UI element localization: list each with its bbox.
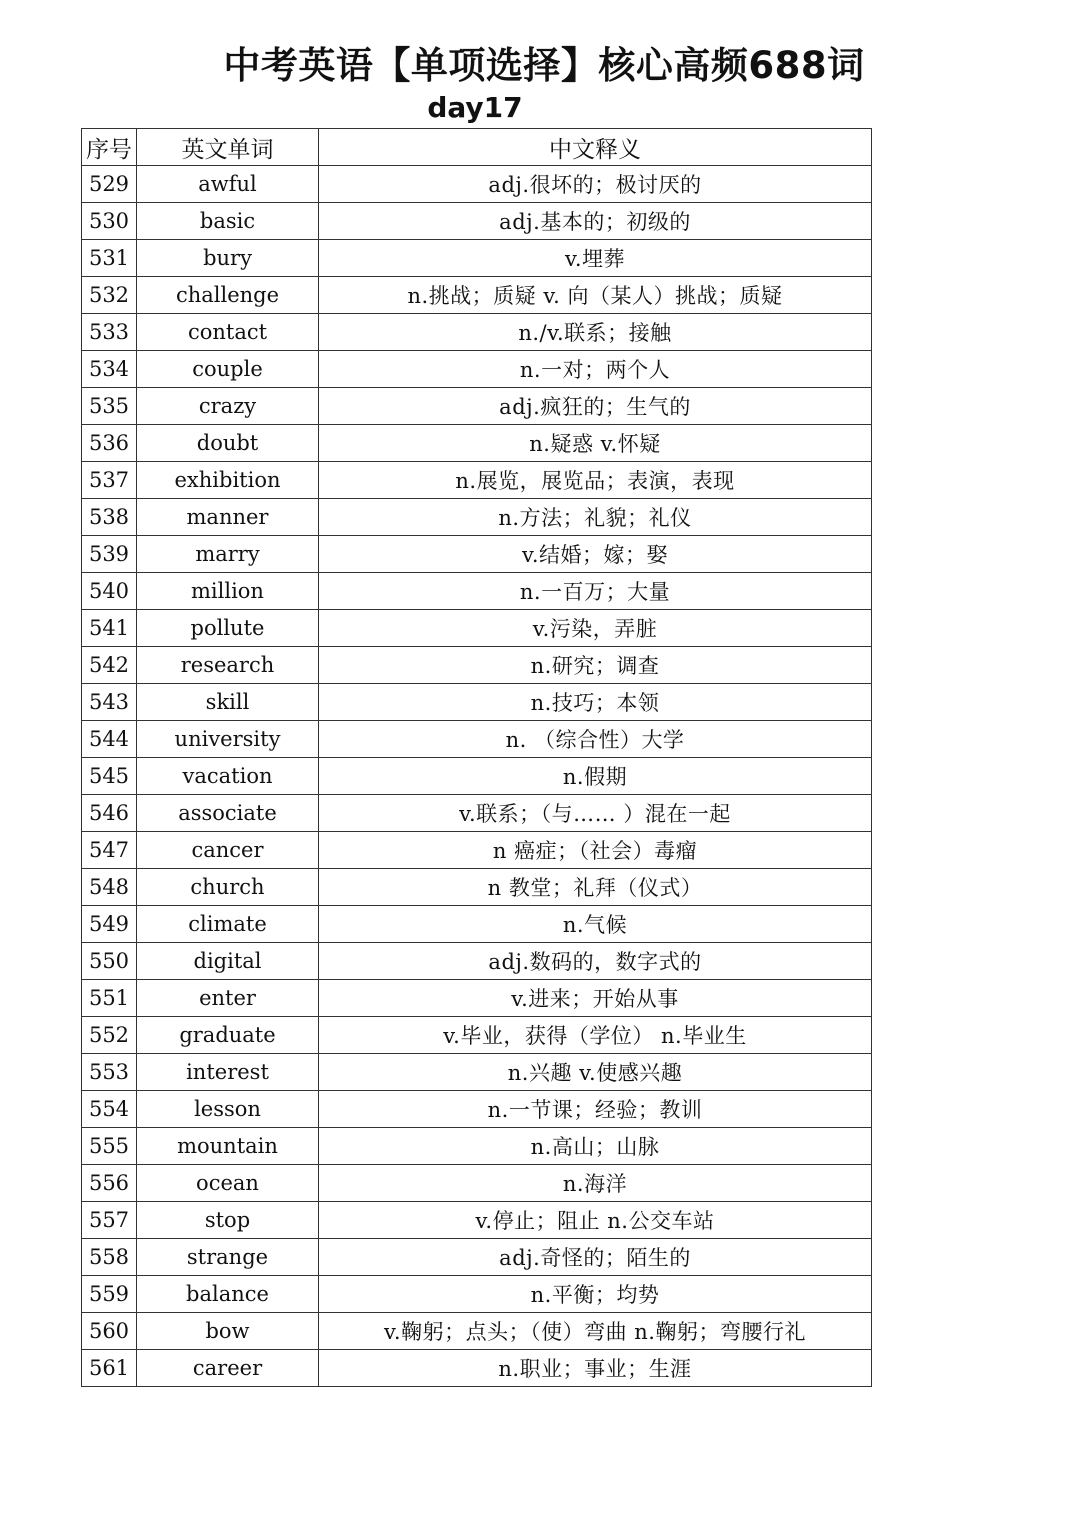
table-row [82, 721, 872, 758]
header-chinese-definition: 中文释义 [319, 129, 872, 166]
word-number: 555 [82, 1128, 137, 1165]
table-row [82, 240, 872, 277]
chinese-definition: adj.奇怪的；陌生的 [319, 1239, 872, 1276]
chinese-definition: n.高山；山脉 [319, 1128, 872, 1165]
table-row [82, 166, 872, 203]
english-word: lesson [137, 1091, 319, 1128]
table-row [82, 277, 872, 314]
table-row [82, 1202, 872, 1239]
word-number: 561 [82, 1350, 137, 1387]
chinese-definition: n. （综合性）大学 [319, 721, 872, 758]
word-number: 529 [82, 166, 137, 203]
table-row [82, 1128, 872, 1165]
english-word: research [137, 647, 319, 684]
chinese-definition: n.假期 [319, 758, 872, 795]
word-number: 551 [82, 980, 137, 1017]
table-row [82, 1276, 872, 1313]
word-number: 540 [82, 573, 137, 610]
table-row [82, 388, 872, 425]
english-word: vacation [137, 758, 319, 795]
table-row [82, 832, 872, 869]
table-row [82, 314, 872, 351]
chinese-definition: n.展览，展览品；表演，表现 [319, 462, 872, 499]
chinese-definition: n.研究；调查 [319, 647, 872, 684]
english-word: awful [137, 166, 319, 203]
table-row [82, 980, 872, 1017]
chinese-definition: adj.基本的；初级的 [319, 203, 872, 240]
table-row [82, 1350, 872, 1387]
table-row [82, 1091, 872, 1128]
table-header-row [82, 129, 872, 166]
chinese-definition: n.平衡；均势 [319, 1276, 872, 1313]
word-number: 537 [82, 462, 137, 499]
english-word: stop [137, 1202, 319, 1239]
page-subtitle: day17 [427, 91, 523, 124]
header-number: 序号 [82, 129, 137, 166]
chinese-definition: n.技巧；本领 [319, 684, 872, 721]
table-row [82, 795, 872, 832]
chinese-definition: v.鞠躬；点头；（使）弯曲 n.鞠躬；弯腰行礼 [319, 1313, 872, 1350]
chinese-definition: v.结婚；嫁；娶 [319, 536, 872, 573]
english-word: contact [137, 314, 319, 351]
word-number: 531 [82, 240, 137, 277]
word-number: 536 [82, 425, 137, 462]
chinese-definition: n.气候 [319, 906, 872, 943]
english-word: digital [137, 943, 319, 980]
word-number: 549 [82, 906, 137, 943]
word-number: 558 [82, 1239, 137, 1276]
chinese-definition: n./v.联系；接触 [319, 314, 872, 351]
table-row [82, 684, 872, 721]
word-number: 543 [82, 684, 137, 721]
table-row [82, 1165, 872, 1202]
english-word: million [137, 573, 319, 610]
word-number: 535 [82, 388, 137, 425]
chinese-definition: v.污染，弄脏 [319, 610, 872, 647]
table-row [82, 425, 872, 462]
table-row [82, 499, 872, 536]
english-word: skill [137, 684, 319, 721]
header-english-word: 英文单词 [137, 129, 319, 166]
word-number: 556 [82, 1165, 137, 1202]
chinese-definition: n.疑惑 v.怀疑 [319, 425, 872, 462]
english-word: marry [137, 536, 319, 573]
word-number: 552 [82, 1017, 137, 1054]
english-word: manner [137, 499, 319, 536]
english-word: cancer [137, 832, 319, 869]
chinese-definition: v.毕业，获得（学位） n.毕业生 [319, 1017, 872, 1054]
word-number: 538 [82, 499, 137, 536]
word-number: 547 [82, 832, 137, 869]
english-word: bury [137, 240, 319, 277]
chinese-definition: adj.疯狂的；生气的 [319, 388, 872, 425]
english-word: pollute [137, 610, 319, 647]
table-row [82, 1054, 872, 1091]
chinese-definition: v.埋葬 [319, 240, 872, 277]
chinese-definition: n 教堂；礼拜（仪式） [319, 869, 872, 906]
word-number: 546 [82, 795, 137, 832]
english-word: church [137, 869, 319, 906]
word-number: 550 [82, 943, 137, 980]
word-number: 545 [82, 758, 137, 795]
table-row [82, 573, 872, 610]
table-row [82, 462, 872, 499]
page-title: 中考英语【单项选择】核心高频688词 [223, 44, 865, 87]
word-number: 559 [82, 1276, 137, 1313]
chinese-definition: n.挑战；质疑 v. 向（某人）挑战；质疑 [319, 277, 872, 314]
table-row [82, 203, 872, 240]
word-number: 557 [82, 1202, 137, 1239]
english-word: interest [137, 1054, 319, 1091]
english-word: basic [137, 203, 319, 240]
english-word: associate [137, 795, 319, 832]
english-word: enter [137, 980, 319, 1017]
word-number: 560 [82, 1313, 137, 1350]
english-word: couple [137, 351, 319, 388]
word-number: 530 [82, 203, 137, 240]
english-word: doubt [137, 425, 319, 462]
table-row [82, 943, 872, 980]
english-word: bow [137, 1313, 319, 1350]
chinese-definition: n.方法；礼貌；礼仪 [319, 499, 872, 536]
english-word: ocean [137, 1165, 319, 1202]
table-row [82, 869, 872, 906]
english-word: challenge [137, 277, 319, 314]
word-number: 532 [82, 277, 137, 314]
word-number: 544 [82, 721, 137, 758]
chinese-definition: n.一节课；经验；教训 [319, 1091, 872, 1128]
english-word: mountain [137, 1128, 319, 1165]
chinese-definition: n.一百万；大量 [319, 573, 872, 610]
english-word: career [137, 1350, 319, 1387]
table-body [82, 166, 872, 1387]
table-row [82, 610, 872, 647]
chinese-definition: v.联系；（与…… ）混在一起 [319, 795, 872, 832]
table-row [82, 1239, 872, 1276]
vocabulary-table [81, 128, 872, 1387]
table-row [82, 647, 872, 684]
word-number: 542 [82, 647, 137, 684]
word-number: 534 [82, 351, 137, 388]
english-word: balance [137, 1276, 319, 1313]
table-row [82, 758, 872, 795]
table-row [82, 351, 872, 388]
table-row [82, 536, 872, 573]
chinese-definition: n 癌症；（社会）毒瘤 [319, 832, 872, 869]
table-row [82, 1017, 872, 1054]
chinese-definition: v.停止；阻止 n.公交车站 [319, 1202, 872, 1239]
chinese-definition: adj.很坏的；极讨厌的 [319, 166, 872, 203]
english-word: exhibition [137, 462, 319, 499]
english-word: graduate [137, 1017, 319, 1054]
chinese-definition: n.兴趣 v.使感兴趣 [319, 1054, 872, 1091]
english-word: crazy [137, 388, 319, 425]
chinese-definition: n.职业；事业；生涯 [319, 1350, 872, 1387]
table-row [82, 906, 872, 943]
word-number: 533 [82, 314, 137, 351]
word-number: 548 [82, 869, 137, 906]
chinese-definition: n.一对；两个人 [319, 351, 872, 388]
english-word: climate [137, 906, 319, 943]
chinese-definition: n.海洋 [319, 1165, 872, 1202]
english-word: strange [137, 1239, 319, 1276]
word-number: 541 [82, 610, 137, 647]
english-word: university [137, 721, 319, 758]
table-row [82, 1313, 872, 1350]
chinese-definition: adj.数码的，数字式的 [319, 943, 872, 980]
word-number: 539 [82, 536, 137, 573]
word-number: 553 [82, 1054, 137, 1091]
chinese-definition: v.进来；开始从事 [319, 980, 872, 1017]
word-number: 554 [82, 1091, 137, 1128]
